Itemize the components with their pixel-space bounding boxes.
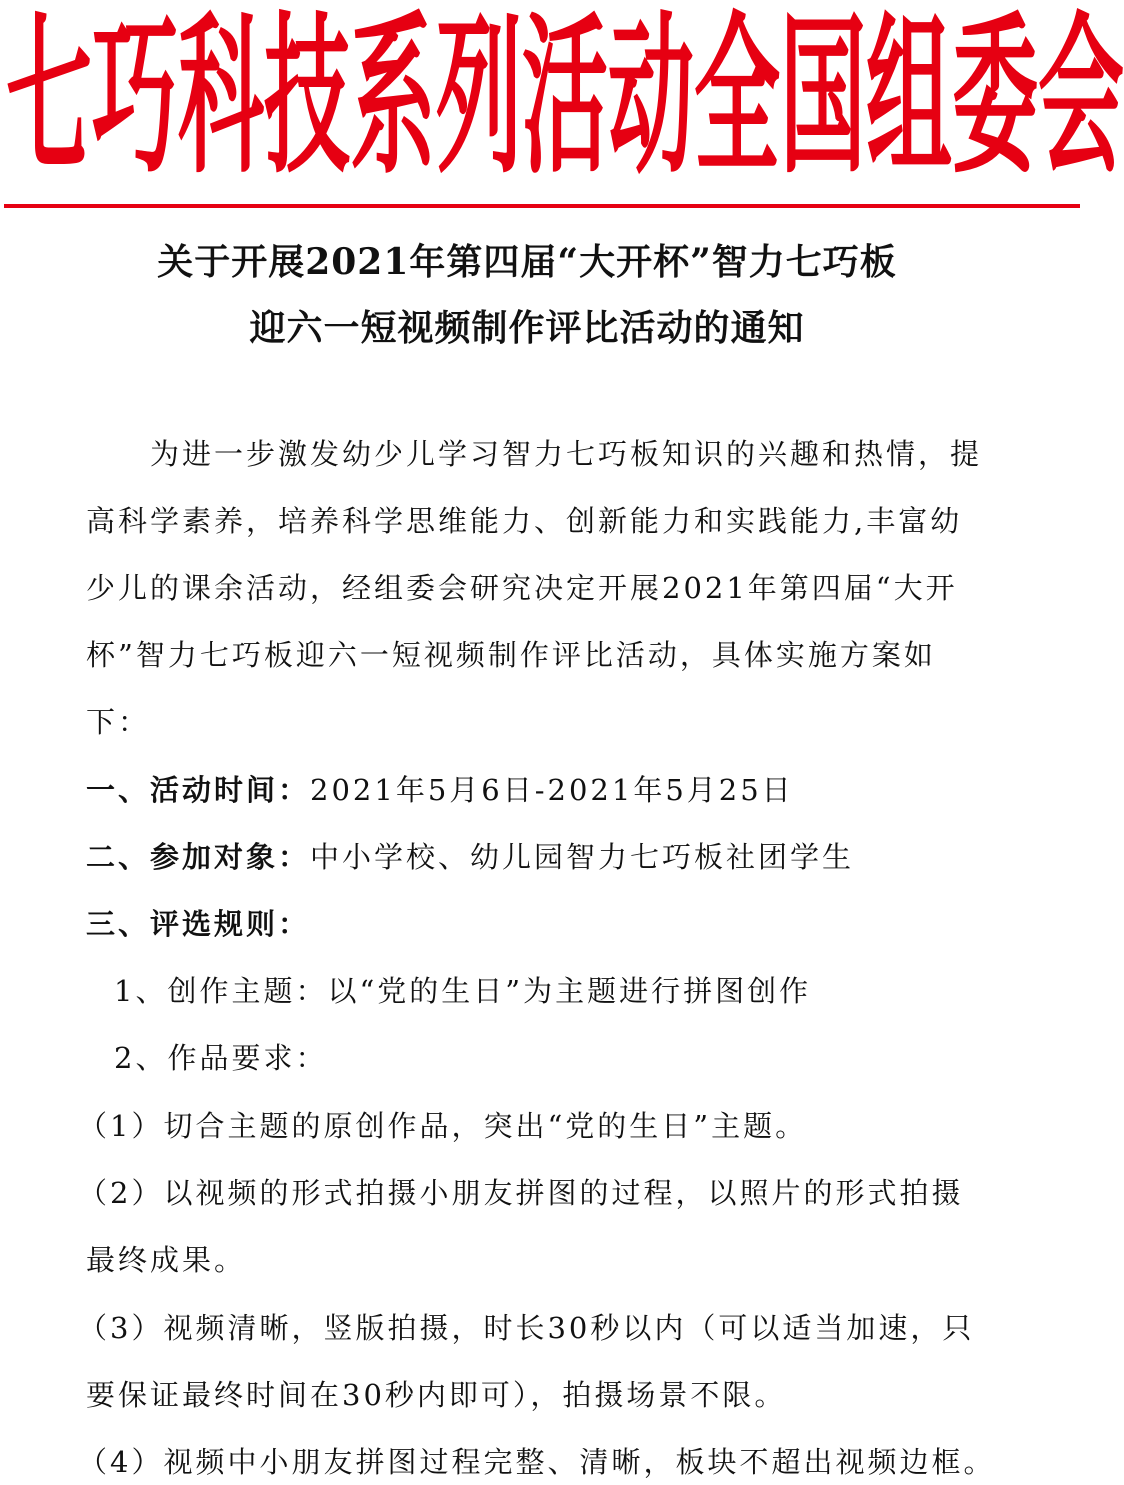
org-char: 组 (866, 0, 952, 198)
org-char: 委 (952, 0, 1038, 198)
org-char: 国 (780, 0, 866, 198)
document-title-line-1: 关于开展2021年第四届“大开杯”智力七巧板 (157, 241, 897, 283)
intro-line-4: 杯”智力七巧板迎六一短视频制作评比活动，具体实施方案如 (86, 638, 936, 672)
rule-item-1: 1、创作主题：以“党的生日”为主题进行拼图创作 (114, 974, 812, 1008)
section-activity-time (86, 773, 794, 807)
requirement-3-line-1: （3）视频清晰，竖版拍摄，时长30秒以内（可以适当加速，只 (78, 1311, 975, 1345)
participants-value: 中小学校、幼儿园智力七巧板社团学生 (310, 840, 855, 874)
rule-item-2: 2、作品要求： (114, 1041, 328, 1075)
requirement-2-line-1: （2）以视频的形式拍摄小朋友拼图的过程，以照片的形式拍摄 (78, 1176, 964, 1210)
activity-time-label: 一、活动时间： (86, 773, 311, 807)
intro-line-2: 高科学素养，培养科学思维能力、创新能力和实践能力,丰富幼 (86, 504, 963, 538)
requirement-3-line-2: 要保证最终时间在30秒内即可），拍摄场景不限。 (86, 1378, 787, 1412)
org-char: 巧 (92, 0, 178, 198)
participants-label: 二、参加对象： (86, 840, 311, 874)
section-rules-heading: 三、评选规则： (86, 907, 311, 941)
org-char: 系 (350, 0, 436, 198)
org-char: 科 (178, 0, 264, 198)
requirement-1: （1）切合主题的原创作品，突出“党的生日”主题。 (78, 1109, 808, 1143)
requirement-4: （4）视频中小朋友拼图过程完整、清晰，板块不超出视频边框。 (78, 1445, 996, 1479)
org-char: 动 (608, 0, 694, 198)
organization-name (0, 0, 1124, 198)
document-title-line-2: 迎六一短视频制作评比活动的通知 (249, 307, 805, 349)
letterhead-red-rule (4, 204, 1080, 208)
intro-line-1: 为进一步激发幼少儿学习智力七巧板知识的兴趣和热情，提 (150, 437, 983, 471)
org-char: 全 (694, 0, 780, 198)
requirement-2-line-2: 最终成果。 (86, 1243, 247, 1277)
org-char: 活 (522, 0, 608, 198)
org-char: 七 (6, 0, 92, 198)
org-char: 列 (436, 0, 522, 198)
activity-time-value: 2021年5月6日-2021年5月25日 (310, 773, 794, 807)
section-participants (86, 840, 855, 874)
org-char: 会 (1038, 0, 1124, 198)
intro-line-5: 下： (86, 705, 151, 739)
letterhead (0, 0, 1124, 200)
intro-line-3: 少儿的课余活动，经组委会研究决定开展2021年第四届“大开 (86, 571, 958, 605)
org-char: 技 (264, 0, 350, 198)
